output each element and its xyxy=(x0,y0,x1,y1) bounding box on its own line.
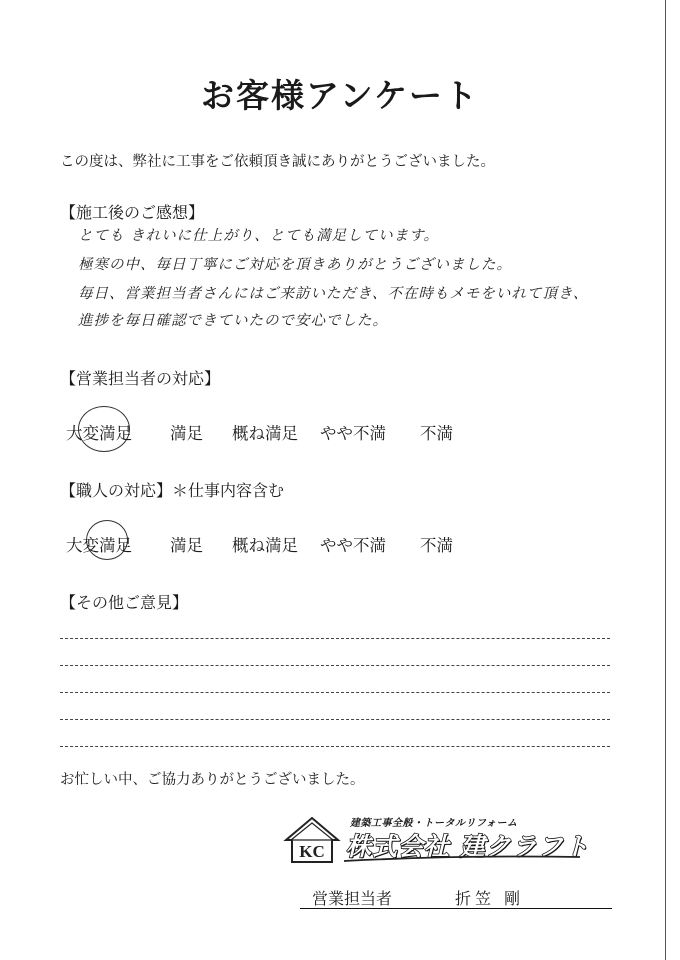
craftsman-option-somewhat-dissatisfied[interactable]: やや不満 xyxy=(320,536,386,555)
sales-response-heading: 【営業担当者の対応】 xyxy=(60,369,221,388)
survey-title: お客様アンケート xyxy=(200,76,480,115)
answer-line xyxy=(60,719,610,720)
answer-line xyxy=(60,665,610,666)
page-edge xyxy=(665,0,666,960)
intro-text: この度は、弊社に工事をご依頼頂き誠にありがとうございました。 xyxy=(60,154,495,170)
signature-line xyxy=(300,908,612,909)
sales-option-very-satisfied[interactable]: 大変満足 xyxy=(66,424,132,443)
impressions-heading: 【施工後のご感想】 xyxy=(60,203,205,222)
logo-tagline: 建築工事全般・トータルリフォーム xyxy=(350,818,518,829)
answer-line xyxy=(60,638,610,639)
craftsman-option-very-satisfied[interactable]: 大変満足 xyxy=(66,536,132,555)
craftsman-response-options xyxy=(0,532,680,555)
craftsman-option-dissatisfied[interactable]: 不満 xyxy=(420,536,453,555)
answer-line xyxy=(60,692,610,693)
impression-line-3: 毎日、営業担当者さんにはご来訪いただき、不在時もメモをいれて頂き、 xyxy=(78,286,589,302)
craftsman-option-mostly-satisfied[interactable]: 概ね満足 xyxy=(232,536,298,555)
staff-name: 折笠 剛 xyxy=(455,889,525,908)
logo-mark: KC xyxy=(299,842,325,861)
other-opinions-heading: 【その他ご意見】 xyxy=(60,593,189,612)
sales-option-dissatisfied[interactable]: 不満 xyxy=(420,424,453,443)
impression-line-4: 進捗を毎日確認できていたので安心でした。 xyxy=(78,313,388,329)
thanks-text: お忙しい中、ご協力ありがとうございました。 xyxy=(60,772,365,788)
sales-response-options xyxy=(0,420,680,443)
craftsman-option-satisfied[interactable]: 満足 xyxy=(170,536,203,555)
craftsman-response-heading: 【職人の対応】＊仕事内容含む xyxy=(60,481,285,500)
answer-line xyxy=(60,746,610,747)
swoosh-icon xyxy=(342,854,582,864)
impression-line-2: 極寒の中、毎日丁寧にご対応を頂きありがとうございました。 xyxy=(78,257,512,273)
impression-line-1: とても きれいに仕上がり、とても満足しています。 xyxy=(78,228,439,244)
staff-role-label: 営業担当者 xyxy=(312,889,393,908)
sales-option-mostly-satisfied[interactable]: 概ね満足 xyxy=(232,424,298,443)
house-logo-icon xyxy=(282,814,342,866)
sales-option-satisfied[interactable]: 満足 xyxy=(170,424,203,443)
sales-option-somewhat-dissatisfied[interactable]: やや不満 xyxy=(320,424,386,443)
company-name: 株式会社 建クラフト xyxy=(346,832,590,861)
company-logo xyxy=(282,814,602,866)
